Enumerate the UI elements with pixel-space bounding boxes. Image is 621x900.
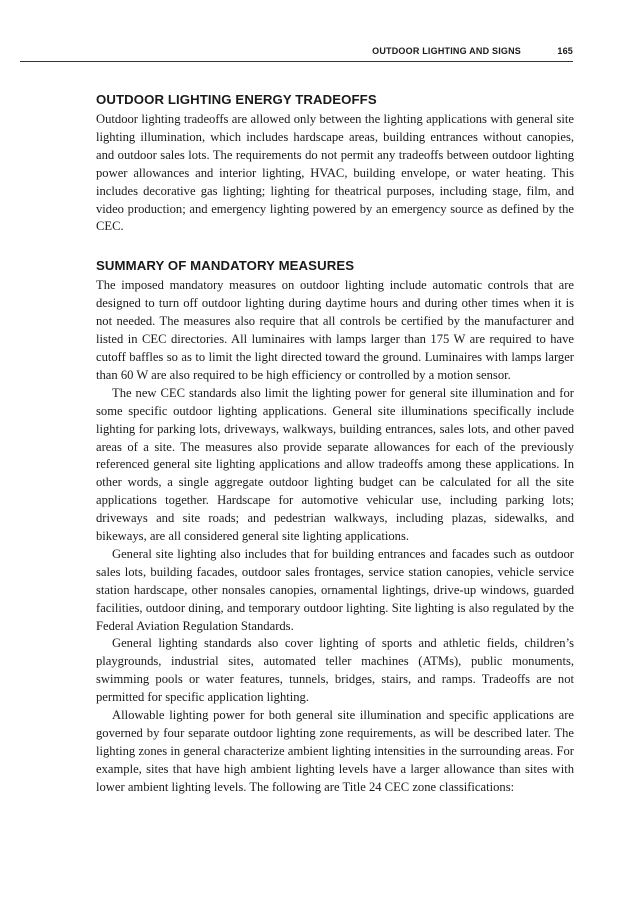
page-body — [96, 92, 574, 797]
paragraph: General lighting standards also cover lighting of sports and athletic fields, children’s playgrounds, industrial sites, automated teller machines (ATMs), public monuments, swimming pools or water features, tunnels, bridges, stairs, and ramps. Tradeoffs are not permitted for specific application lighting. — [96, 636, 574, 705]
paragraph: The imposed mandatory measures on outdoor lighting include automatic controls that are designed to turn off outdoor lighting during daytime hours and during other times when it is not needed. The measures also require that all controls be certified by the manufacturer and listed in CEC directories. All luminaires with lamps larger than 175 W are required to have cutoff baffles so as to limit the light directed toward the ground. Luminaires with lamps larger than 60 W are also required to be high efficiency or controlled by a motion sensor. — [96, 278, 574, 382]
running-head — [20, 45, 573, 62]
paragraph: Outdoor lighting tradeoffs are allowed only between the lighting applications with general site lighting illumination, which includes hardscape areas, building entrances without canopies, and outdoor sales lots. The requirements do not permit any tradeoffs between outdoor lighting power allowances and interior lighting, HVAC, building envelope, or water heating. This includes decorative gas lighting; lighting for theatrical purposes, including stage, film, and video production; and emergency lighting powered by an emergency source as defined by the CEC. — [96, 112, 574, 234]
paragraph: General site lighting also includes that for building entrances and facades such as outdoor sales lots, building facades, outdoor sales frontages, service station canopies, vehicle service station hardscape, other nonsales canopies, ornamental lightings, drive-up windows, guarded facilities, outdoor dining, and temporary outdoor lighting. Site lighting is also regulated by the Federal Aviation Regulation Standards. — [96, 546, 574, 633]
running-head-title: OUTDOOR LIGHTING AND SIGNS — [372, 46, 521, 56]
section-heading-mandatory-measures: SUMMARY OF MANDATORY MEASURES — [96, 258, 355, 274]
section-heading-tradeoffs: OUTDOOR LIGHTING ENERGY TRADEOFFS — [96, 92, 377, 107]
paragraph: The new CEC standards also limit the lighting power for general site illumination and for some specific outdoor lighting applications. General site illuminations specifically include lighting for parking lots, driveways, walkways, building entrances, sales lots, and other paved areas of a site. The measures also provide separate allowances for each of the previously referenced general site lighting applications and allow tradeoffs among these applications. In other words, a single aggregate outdoor lighting budget can be calculated for all the site applications together. Hardscape for automotive vehicular use, including parking lots; driveways and site roads; and pedestrian walkways, including plazas, sidewalks, and bikeways, are all considered general site lighting applications. — [96, 385, 574, 544]
paragraph: Allowable lighting power for both general site illumination and specific applications are governed by four separate outdoor lighting zone requirements, as will be described later. The lighting zones in general characterize ambient lighting intensities in the surrounding areas. For example, sites that have high ambient lighting levels have a larger allowance than sites with lower ambient lighting levels. The following are Title 24 CEC zone classifications: — [96, 708, 574, 794]
page-number: 165 — [557, 46, 573, 56]
